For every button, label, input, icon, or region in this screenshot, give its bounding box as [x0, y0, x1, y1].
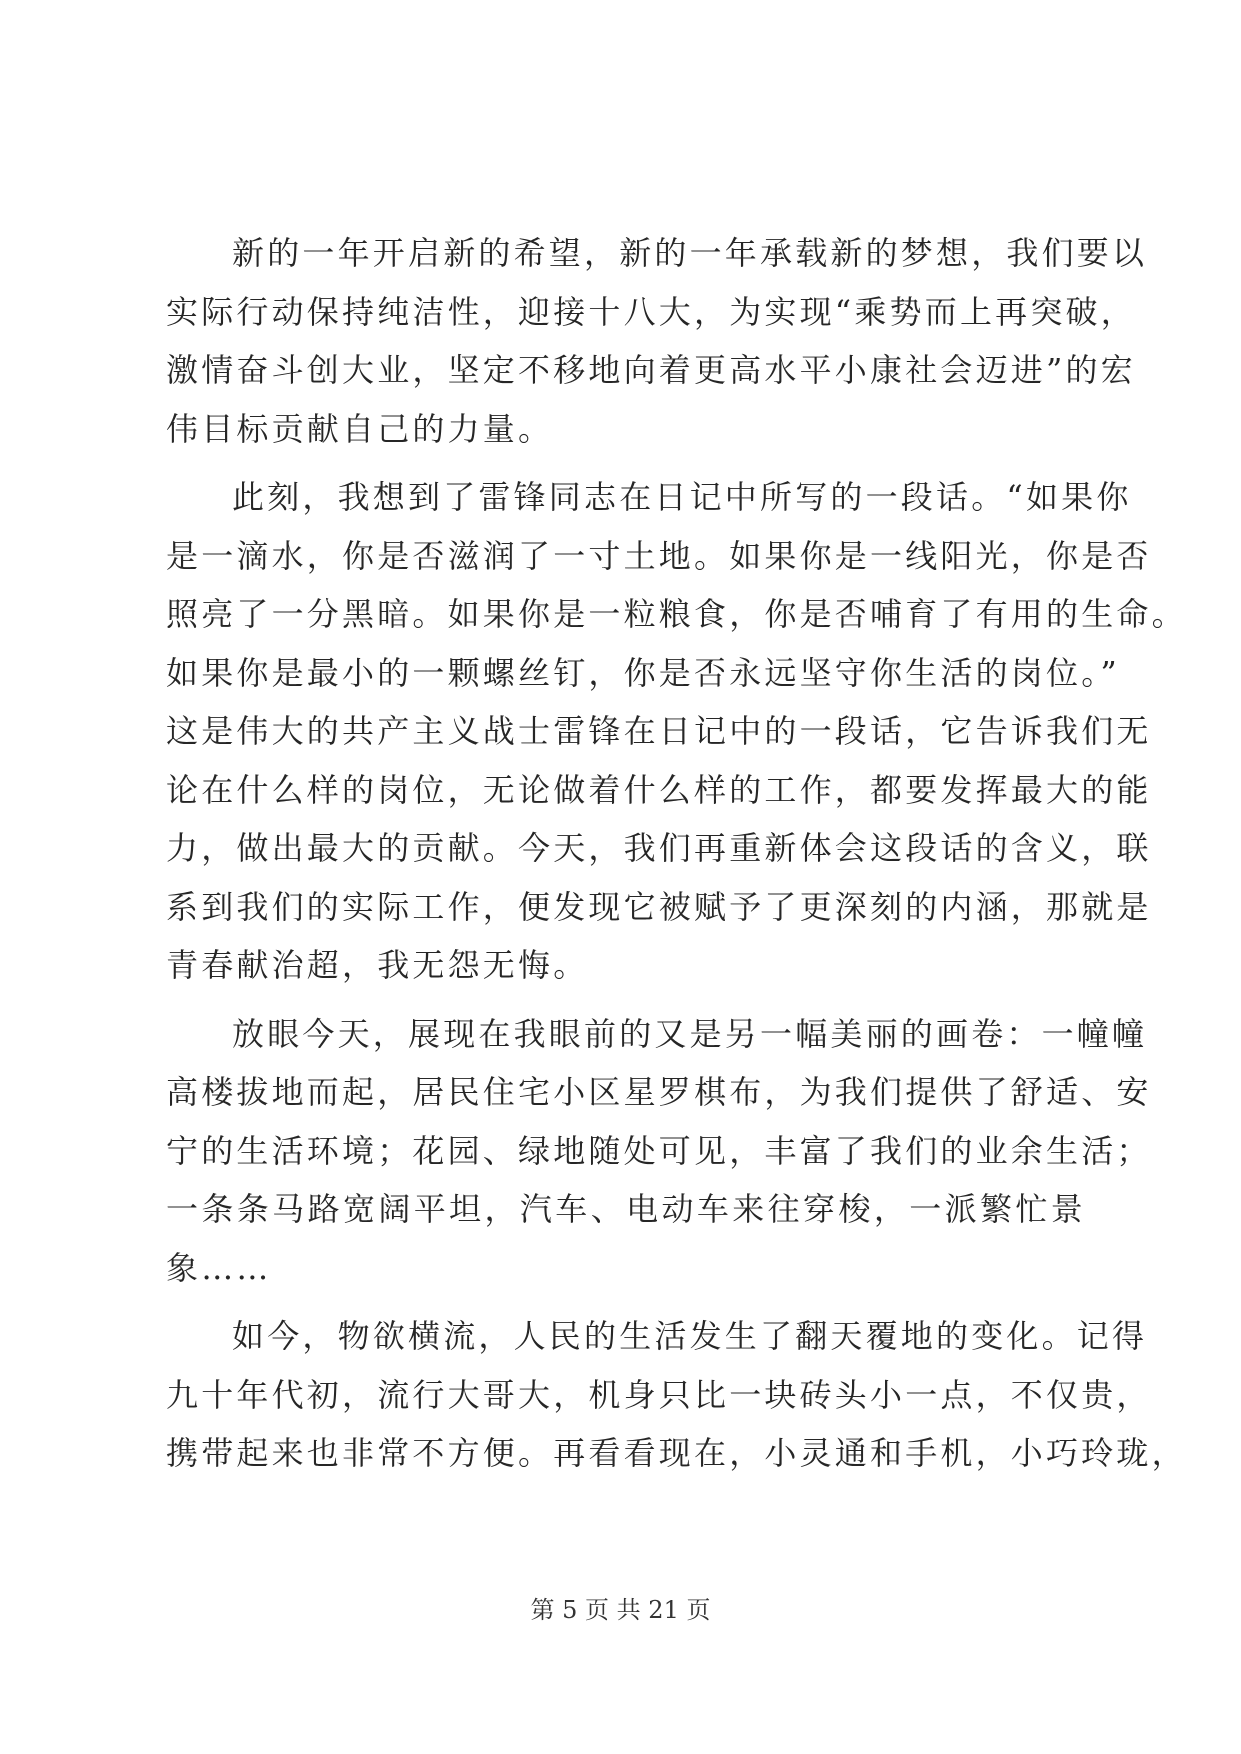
paragraph-gap — [166, 1297, 1086, 1307]
paragraph — [166, 224, 1148, 458]
document-body — [166, 224, 1187, 1483]
text-line: 青春献治超，我无怨无悔。 — [166, 946, 589, 984]
paragraph — [166, 1005, 1152, 1298]
text-line: 宁的生活环境；花园、绿地随处可见，丰富了我们的业余生活； — [166, 1131, 1152, 1170]
paragraph — [166, 1307, 1187, 1483]
text-line: 象…… — [166, 1248, 272, 1287]
text-line: 一条条马路宽阔平坦，汽车、电动车来往穿梭，一派繁忙景 — [166, 1190, 1086, 1228]
text-line: 是一滴水，你是否滋润了一寸土地。如果你是一线阳光，你是否 — [166, 536, 1152, 575]
page-number-footer: 第 5 页 共 21 页 — [530, 1596, 711, 1624]
text-line: 如果你是最小的一颗螺丝钉，你是否永远坚守你生活的岗位。” — [166, 653, 1120, 692]
text-line: 此刻，我想到了雷锋同志在日记中所写的一段话。“如果你 — [232, 478, 1132, 516]
paragraph-gap — [166, 995, 1086, 1005]
text-line: 新的一年开启新的希望，新的一年承载新的梦想，我们要以 — [232, 234, 1148, 272]
text-line: 放眼今天，展现在我眼前的又是另一幅美丽的画卷：一幢幢 — [232, 1014, 1148, 1053]
text-line: 携带起来也非常不方便。再看看现在，小灵通和手机，小巧玲珑， — [166, 1434, 1187, 1472]
text-line: 系到我们的实际工作，便发现它被赋予了更深刻的内涵，那就是 — [166, 887, 1152, 926]
text-line: 激情奋斗创大业，坚定不移地向着更高水平小康社会迈进”的宏 — [166, 351, 1136, 389]
text-line: 伟目标贡献自己的力量。 — [166, 409, 554, 448]
paragraph — [166, 468, 1187, 995]
text-line: 力，做出最大的贡献。今天，我们再重新体会这段话的含义，联 — [166, 829, 1152, 867]
text-line: 如今，物欲横流，人民的生活发生了翻天覆地的变化。记得 — [232, 1317, 1148, 1355]
text-line: 这是伟大的共产主义战士雷锋在日记中的一段话，它告诉我们无 — [166, 712, 1152, 750]
text-line: 高楼拔地而起，居民住宅小区星罗棋布，为我们提供了舒适、安 — [166, 1073, 1152, 1111]
text-line: 实际行动保持纯洁性，迎接十八大，为实现“乘势而上再突破， — [166, 292, 1136, 331]
text-line: 九十年代初，流行大哥大，机身只比一块砖头小一点，不仅贵， — [166, 1375, 1152, 1414]
text-line: 论在什么样的岗位，无论做着什么样的工作，都要发挥最大的能 — [166, 770, 1152, 809]
paragraph-gap — [166, 458, 1086, 468]
text-line: 照亮了一分黑暗。如果你是一粒粮食，你是否哺育了有用的生命。 — [166, 595, 1187, 633]
